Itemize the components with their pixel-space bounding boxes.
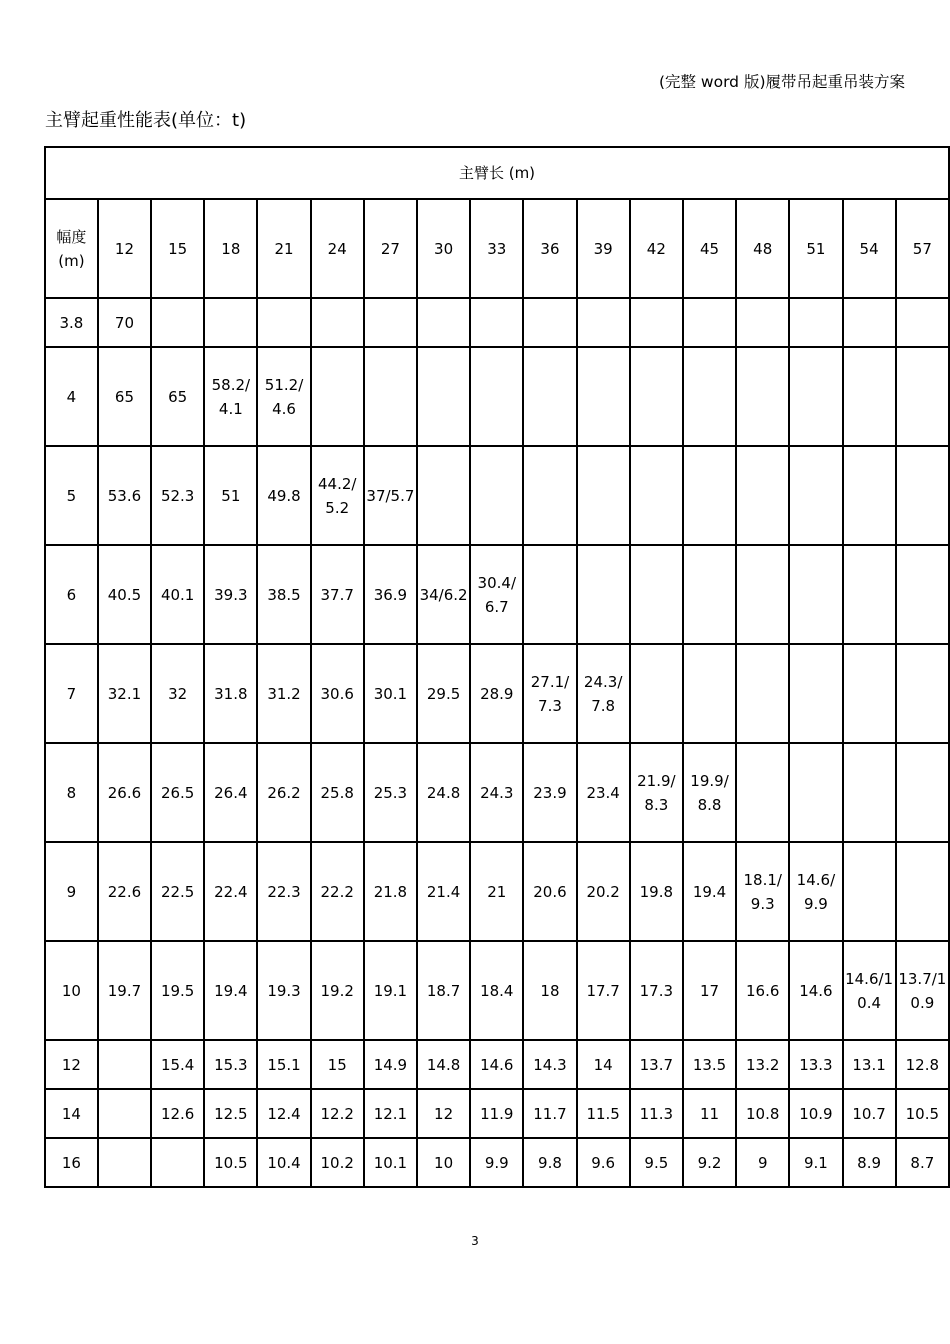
capacity-cell: 23.9 xyxy=(523,743,576,842)
capacity-cell: 18 xyxy=(523,941,576,1040)
capacity-cell: 20.2 xyxy=(577,842,630,941)
capacity-cell: 30.6 xyxy=(311,644,364,743)
capacity-cell xyxy=(364,347,417,446)
boom-length-label: 主臂长 (m) xyxy=(45,147,949,199)
capacity-cell xyxy=(843,347,896,446)
capacity-cell: 21 xyxy=(470,842,523,941)
capacity-cell: 53.6 xyxy=(98,446,151,545)
capacity-cell xyxy=(736,446,789,545)
capacity-cell: 9.5 xyxy=(630,1138,683,1187)
boom-length-cell: 21 xyxy=(257,199,310,298)
capacity-cell: 14.3 xyxy=(523,1040,576,1089)
capacity-cell: 18.7 xyxy=(417,941,470,1040)
radius-cell: 8 xyxy=(45,743,98,842)
capacity-cell: 12.5 xyxy=(204,1089,257,1138)
capacity-cell: 24.3 xyxy=(470,743,523,842)
capacity-cell: 12.2 xyxy=(311,1089,364,1138)
capacity-cell: 16.6 xyxy=(736,941,789,1040)
capacity-cell xyxy=(896,298,949,347)
radius-cell: 6 xyxy=(45,545,98,644)
capacity-cell: 30.4/6.7 xyxy=(470,545,523,644)
capacity-cell xyxy=(736,545,789,644)
table-title: 主臂起重性能表(单位：t) xyxy=(45,110,247,131)
capacity-cell: 52.3 xyxy=(151,446,204,545)
capacity-cell: 11.5 xyxy=(577,1089,630,1138)
capacity-cell: 13.1 xyxy=(843,1040,896,1089)
capacity-cell: 18.4 xyxy=(470,941,523,1040)
capacity-cell xyxy=(311,347,364,446)
capacity-cell: 17.3 xyxy=(630,941,683,1040)
capacity-cell xyxy=(523,347,576,446)
capacity-cell xyxy=(683,545,736,644)
capacity-cell: 21.4 xyxy=(417,842,470,941)
capacity-cell xyxy=(736,743,789,842)
capacity-cell xyxy=(896,842,949,941)
capacity-cell: 9.9 xyxy=(470,1138,523,1187)
capacity-cell xyxy=(98,1138,151,1187)
capacity-cell: 14.6 xyxy=(470,1040,523,1089)
capacity-cell xyxy=(630,446,683,545)
capacity-cell: 14.9 xyxy=(364,1040,417,1089)
capacity-cell: 38.5 xyxy=(257,545,310,644)
table-row xyxy=(45,1089,949,1138)
capacity-cell: 19.5 xyxy=(151,941,204,1040)
boom-length-cell: 27 xyxy=(364,199,417,298)
capacity-cell: 58.2/4.1 xyxy=(204,347,257,446)
boom-load-chart-table xyxy=(44,146,950,1188)
capacity-cell xyxy=(630,545,683,644)
capacity-cell: 32.1 xyxy=(98,644,151,743)
capacity-cell xyxy=(523,545,576,644)
radius-cell: 7 xyxy=(45,644,98,743)
capacity-cell: 18.1/9.3 xyxy=(736,842,789,941)
capacity-cell xyxy=(577,446,630,545)
capacity-cell: 13.2 xyxy=(736,1040,789,1089)
capacity-cell: 11.9 xyxy=(470,1089,523,1138)
capacity-cell: 13.5 xyxy=(683,1040,736,1089)
radius-cell: 16 xyxy=(45,1138,98,1187)
capacity-cell: 28.9 xyxy=(470,644,523,743)
capacity-cell: 8.7 xyxy=(896,1138,949,1187)
boom-length-cell: 24 xyxy=(311,199,364,298)
capacity-cell: 12.1 xyxy=(364,1089,417,1138)
capacity-cell xyxy=(683,644,736,743)
capacity-cell: 10.5 xyxy=(896,1089,949,1138)
capacity-cell: 9.2 xyxy=(683,1138,736,1187)
capacity-cell xyxy=(470,446,523,545)
capacity-cell: 10 xyxy=(417,1138,470,1187)
capacity-cell xyxy=(843,545,896,644)
capacity-cell: 17 xyxy=(683,941,736,1040)
capacity-cell: 11.3 xyxy=(630,1089,683,1138)
capacity-cell: 36.9 xyxy=(364,545,417,644)
capacity-cell: 29.5 xyxy=(417,644,470,743)
radius-cell: 5 xyxy=(45,446,98,545)
capacity-cell: 19.4 xyxy=(683,842,736,941)
capacity-cell: 26.5 xyxy=(151,743,204,842)
capacity-cell: 30.1 xyxy=(364,644,417,743)
capacity-cell: 19.9/8.8 xyxy=(683,743,736,842)
boom-length-label-row xyxy=(45,147,949,199)
radius-cell: 12 xyxy=(45,1040,98,1089)
table-row xyxy=(45,842,949,941)
boom-length-cell: 33 xyxy=(470,199,523,298)
capacity-cell: 37.7 xyxy=(311,545,364,644)
table-row xyxy=(45,347,949,446)
capacity-cell xyxy=(577,347,630,446)
radius-label-unit: (m) xyxy=(58,251,85,270)
boom-length-cell: 57 xyxy=(896,199,949,298)
capacity-cell: 44.2/5.2 xyxy=(311,446,364,545)
capacity-cell xyxy=(311,298,364,347)
capacity-cell xyxy=(151,1138,204,1187)
boom-length-cell: 30 xyxy=(417,199,470,298)
table-row xyxy=(45,446,949,545)
capacity-cell xyxy=(630,298,683,347)
capacity-cell: 9.8 xyxy=(523,1138,576,1187)
boom-length-header-row xyxy=(45,199,949,298)
boom-length-cell: 48 xyxy=(736,199,789,298)
capacity-cell: 22.6 xyxy=(98,842,151,941)
capacity-cell xyxy=(789,446,842,545)
capacity-cell: 9.6 xyxy=(577,1138,630,1187)
capacity-cell: 37/5.7 xyxy=(364,446,417,545)
capacity-cell xyxy=(204,298,257,347)
capacity-cell: 19.8 xyxy=(630,842,683,941)
capacity-cell xyxy=(523,298,576,347)
capacity-cell xyxy=(896,347,949,446)
capacity-cell: 22.2 xyxy=(311,842,364,941)
capacity-cell xyxy=(843,842,896,941)
radius-cell: 4 xyxy=(45,347,98,446)
capacity-cell xyxy=(736,644,789,743)
boom-length-cell: 54 xyxy=(843,199,896,298)
capacity-cell xyxy=(683,298,736,347)
capacity-cell: 26.4 xyxy=(204,743,257,842)
capacity-cell: 12.6 xyxy=(151,1089,204,1138)
capacity-cell: 24.3/7.8 xyxy=(577,644,630,743)
capacity-cell xyxy=(470,347,523,446)
table-row xyxy=(45,1138,949,1187)
boom-length-cell: 51 xyxy=(789,199,842,298)
capacity-cell: 23.4 xyxy=(577,743,630,842)
radius-label-text: 幅度 xyxy=(56,227,87,246)
capacity-cell: 22.4 xyxy=(204,842,257,941)
radius-label xyxy=(45,199,98,298)
capacity-cell: 39.3 xyxy=(204,545,257,644)
capacity-cell: 9 xyxy=(736,1138,789,1187)
capacity-cell: 15.3 xyxy=(204,1040,257,1089)
capacity-cell xyxy=(843,743,896,842)
capacity-cell: 12.4 xyxy=(257,1089,310,1138)
capacity-cell: 26.2 xyxy=(257,743,310,842)
capacity-cell: 10.1 xyxy=(364,1138,417,1187)
capacity-cell: 10.9 xyxy=(789,1089,842,1138)
capacity-cell xyxy=(417,347,470,446)
capacity-cell: 11 xyxy=(683,1089,736,1138)
document-header: (完整 word 版)履带吊起重吊装方案 xyxy=(658,73,905,91)
capacity-cell xyxy=(98,1089,151,1138)
capacity-cell: 13.7 xyxy=(630,1040,683,1089)
table-row xyxy=(45,743,949,842)
capacity-cell: 10.5 xyxy=(204,1138,257,1187)
capacity-cell: 14.8 xyxy=(417,1040,470,1089)
capacity-cell: 19.1 xyxy=(364,941,417,1040)
boom-length-cell: 45 xyxy=(683,199,736,298)
capacity-cell xyxy=(630,347,683,446)
capacity-cell xyxy=(683,347,736,446)
capacity-cell: 40.5 xyxy=(98,545,151,644)
boom-length-cell: 42 xyxy=(630,199,683,298)
capacity-cell: 24.8 xyxy=(417,743,470,842)
capacity-cell xyxy=(151,298,204,347)
capacity-cell xyxy=(417,446,470,545)
capacity-cell: 65 xyxy=(98,347,151,446)
radius-cell: 14 xyxy=(45,1089,98,1138)
capacity-cell: 25.3 xyxy=(364,743,417,842)
capacity-cell: 22.5 xyxy=(151,842,204,941)
capacity-cell: 19.7 xyxy=(98,941,151,1040)
boom-length-cell: 15 xyxy=(151,199,204,298)
capacity-cell: 15 xyxy=(311,1040,364,1089)
capacity-cell xyxy=(843,298,896,347)
capacity-cell: 49.8 xyxy=(257,446,310,545)
capacity-cell: 12.8 xyxy=(896,1040,949,1089)
capacity-cell xyxy=(417,298,470,347)
table-row xyxy=(45,298,949,347)
capacity-cell xyxy=(789,743,842,842)
capacity-cell: 26.6 xyxy=(98,743,151,842)
capacity-cell xyxy=(843,446,896,545)
boom-length-cell: 39 xyxy=(577,199,630,298)
boom-length-cell: 36 xyxy=(523,199,576,298)
capacity-cell xyxy=(896,446,949,545)
capacity-cell: 14 xyxy=(577,1040,630,1089)
radius-cell: 3.8 xyxy=(45,298,98,347)
capacity-cell: 10.4 xyxy=(257,1138,310,1187)
table-row xyxy=(45,644,949,743)
capacity-cell: 27.1/7.3 xyxy=(523,644,576,743)
capacity-cell: 51 xyxy=(204,446,257,545)
capacity-cell xyxy=(683,446,736,545)
capacity-cell: 15.1 xyxy=(257,1040,310,1089)
capacity-cell xyxy=(789,298,842,347)
table-row xyxy=(45,1040,949,1089)
capacity-cell: 21.8 xyxy=(364,842,417,941)
capacity-cell xyxy=(789,644,842,743)
capacity-cell: 12 xyxy=(417,1089,470,1138)
capacity-cell xyxy=(523,446,576,545)
capacity-cell xyxy=(470,298,523,347)
capacity-cell: 19.3 xyxy=(257,941,310,1040)
boom-length-cell: 18 xyxy=(204,199,257,298)
capacity-cell xyxy=(736,298,789,347)
radius-cell: 9 xyxy=(45,842,98,941)
radius-cell: 10 xyxy=(45,941,98,1040)
capacity-cell xyxy=(896,545,949,644)
capacity-cell: 32 xyxy=(151,644,204,743)
capacity-cell: 10.7 xyxy=(843,1089,896,1138)
capacity-cell xyxy=(789,347,842,446)
capacity-cell xyxy=(98,1040,151,1089)
capacity-cell: 13.7/10.9 xyxy=(896,941,949,1040)
capacity-cell xyxy=(257,298,310,347)
capacity-cell: 19.4 xyxy=(204,941,257,1040)
capacity-cell: 22.3 xyxy=(257,842,310,941)
table-row xyxy=(45,941,949,1040)
capacity-cell: 8.9 xyxy=(843,1138,896,1187)
capacity-cell: 14.6/9.9 xyxy=(789,842,842,941)
capacity-cell: 21.9/8.3 xyxy=(630,743,683,842)
boom-length-cell: 12 xyxy=(98,199,151,298)
capacity-cell xyxy=(896,743,949,842)
capacity-cell: 31.8 xyxy=(204,644,257,743)
capacity-cell: 40.1 xyxy=(151,545,204,644)
capacity-cell: 65 xyxy=(151,347,204,446)
capacity-cell: 25.8 xyxy=(311,743,364,842)
capacity-cell: 10.8 xyxy=(736,1089,789,1138)
capacity-cell xyxy=(364,298,417,347)
capacity-cell: 15.4 xyxy=(151,1040,204,1089)
capacity-cell: 17.7 xyxy=(577,941,630,1040)
capacity-cell: 51.2/4.6 xyxy=(257,347,310,446)
capacity-cell: 11.7 xyxy=(523,1089,576,1138)
capacity-cell xyxy=(630,644,683,743)
capacity-cell xyxy=(577,298,630,347)
table-row xyxy=(45,545,949,644)
capacity-cell xyxy=(896,644,949,743)
capacity-cell: 10.2 xyxy=(311,1138,364,1187)
capacity-cell: 9.1 xyxy=(789,1138,842,1187)
capacity-cell xyxy=(789,545,842,644)
capacity-cell: 70 xyxy=(98,298,151,347)
capacity-cell: 31.2 xyxy=(257,644,310,743)
capacity-cell: 14.6 xyxy=(789,941,842,1040)
capacity-cell xyxy=(736,347,789,446)
capacity-cell xyxy=(843,644,896,743)
page-number: 3 xyxy=(471,1234,479,1248)
capacity-cell: 20.6 xyxy=(523,842,576,941)
capacity-cell: 14.6/10.4 xyxy=(843,941,896,1040)
capacity-cell: 13.3 xyxy=(789,1040,842,1089)
capacity-cell: 19.2 xyxy=(311,941,364,1040)
capacity-cell: 34/6.2 xyxy=(417,545,470,644)
capacity-cell xyxy=(577,545,630,644)
